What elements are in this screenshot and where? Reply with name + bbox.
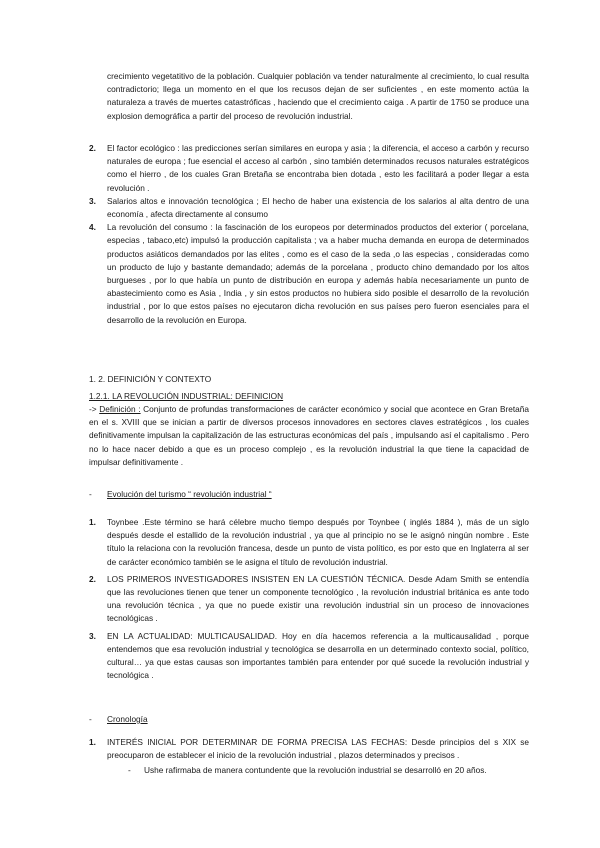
dash-bullet: - <box>128 765 131 775</box>
list-number: 2. <box>89 143 96 153</box>
definition-paragraph <box>89 403 529 469</box>
list-number: 4. <box>89 222 96 233</box>
intro-paragraph: crecimiento vegetatitivo de la población. Cualquier población va tender naturalmente al crecimiento, lo cual resulta contradictorio; llega un momento en el que los recusos dejan de ser suficientes , en este momento actúa la naturaleza a través de muertes catastróficas , haciendo que el crecimiento caiga . A partir de 1750 se produce una explosion demográfica a partir del proceso de revolución industrial. <box>107 71 529 121</box>
dash-bullet: - <box>89 489 92 499</box>
list-number: 1. <box>89 517 96 527</box>
factors-list <box>89 142 529 327</box>
sub-item-text: Ushe rafirmaba de manera contundente que la revolución industrial se desarrolló en 20 años. <box>144 765 487 775</box>
subsection-heading: 1.2.1. LA REVOLUCIÓN INDUSTRIAL: DEFINICION <box>89 391 284 401</box>
list-item-text: Salarios altos e innovación tecnológica ; El hecho de haber una existencia de los salarios al alta dentro de una economía , afecta directamente al consumo <box>107 195 529 220</box>
list-number: 2. <box>89 573 96 584</box>
arrow-text: -> <box>89 404 100 414</box>
list-number: 3. <box>89 630 96 641</box>
list-item <box>89 221 529 327</box>
list-number: 1. <box>89 737 96 747</box>
list-item-text: La revolución del consumo : la fascinación de los europeos por determinados productos del exterior ( porcelana, especias , tabaco,etc) impulsó la producción capitalista ; va a haber mucha demanda en europa de determinados productos asiáticos demandados por las elites , como es el caso de la seda ,o las especias , consideradas como un producto de lujo y bastante demandado; además de la porcelana , producto chino demandado por los altos burgueses , por lo que había un punto de distribución en europa y además había necesariamente un punto de abastecimiento como es Asia , India , y sin estos productos no hubiera sido posible el desarrollo de la revolución industrial , por lo que estos países no ejecutaron dicha revolución en sus países pero fueron esenciales para el desarrollo de la revolución en Europa. <box>107 222 529 325</box>
list-item <box>89 630 529 683</box>
list-item-text: EN LA ACTUALIDAD: MULTICAUSALIDAD. Hoy en día hacemos referencia a la multicausalidad , porque entendemos que esa revolución industrial y tecnológica se desarrolla en un determinado contexto social, político, cultural… ya que estas causas son importantes también para entender por qué sucede la revolución industrial y tecnológica . <box>107 630 529 681</box>
section-heading: 1. 2. DEFINICIÓN Y CONTEXTO <box>89 374 212 384</box>
evolution-list <box>89 516 529 686</box>
list-item <box>89 142 529 195</box>
list-item <box>89 573 529 626</box>
list-item-text: El factor ecológico : las predicciones serían similares en europa y asia ; la diferencia, el acceso a carbón y recurso naturales de europa ; fue esencial el acceso al carbón , sino también determinados recusos naturales estratégicos como el hierro , de los cuales Gran Bretaña se encontraba bien dotada , esto les facilitará a poder llegar a esta revolución . <box>107 143 529 193</box>
list-item <box>89 195 529 221</box>
list-number: 3. <box>89 195 96 206</box>
chronology-sub-item <box>128 764 529 777</box>
chronology-list <box>89 736 529 766</box>
list-item <box>89 516 529 569</box>
evolution-heading-text: Evolución del turismo “ revolución industrial “ <box>107 489 272 499</box>
chronology-heading-text: Cronología <box>107 714 148 724</box>
list-item-text: Toynbee .Este término se hará célebre mucho tiempo después por Toynbee ( inglés 1884 ), más de un siglo después desde el estallido de la revolución industrial , ya que al principio no se le asignó ningún nombre . Este título la relaciona con la revolución francesa, desde un punto de vista político, es por esto que en Inglaterra al ser de carácter económico también se le asigna el título de revolución industrial. <box>107 517 529 567</box>
definition-label: Definición : <box>99 404 141 414</box>
definition-text: Conjunto de profundas transformaciones de carácter económico y social que acontece en Gran Bretaña en el s. XVIII que se inician a partir de diversos procesos innovadores en sectores claves estratégicos , los cuales definitivamente impulsan la capitalización de las estructuras económicas del país , impulsando así el capitalismo . Pero no lo hace nacer debido a que es un proceso complejo , es la revolución industrial la que tiene la capacidad de impulsar definitivamente . <box>89 404 530 467</box>
list-item-text: INTERÉS INICIAL POR DETERMINAR DE FORMA PRECISA LAS FECHAS: Desde principios del s XIX se preocuparon de establecer el inicio de la revolución industrial , plazos determinados y precisos . <box>107 737 529 761</box>
evolution-heading <box>89 488 529 501</box>
list-item <box>89 736 529 762</box>
chronology-heading <box>89 713 529 726</box>
dash-bullet: - <box>89 714 92 724</box>
list-item-text: LOS PRIMEROS INVESTIGADORES INSISTEN EN LA CUESTIÓN TÉCNICA. Desde Adam Smith se entendía que las revoluciones tienen que tener un componente tecnológico , la revolución industrial británica es ante todo una revolución técnica , ya que no puede existir una revolución industrial sin un proceso de innovaciones tecnológicas . <box>107 573 529 624</box>
